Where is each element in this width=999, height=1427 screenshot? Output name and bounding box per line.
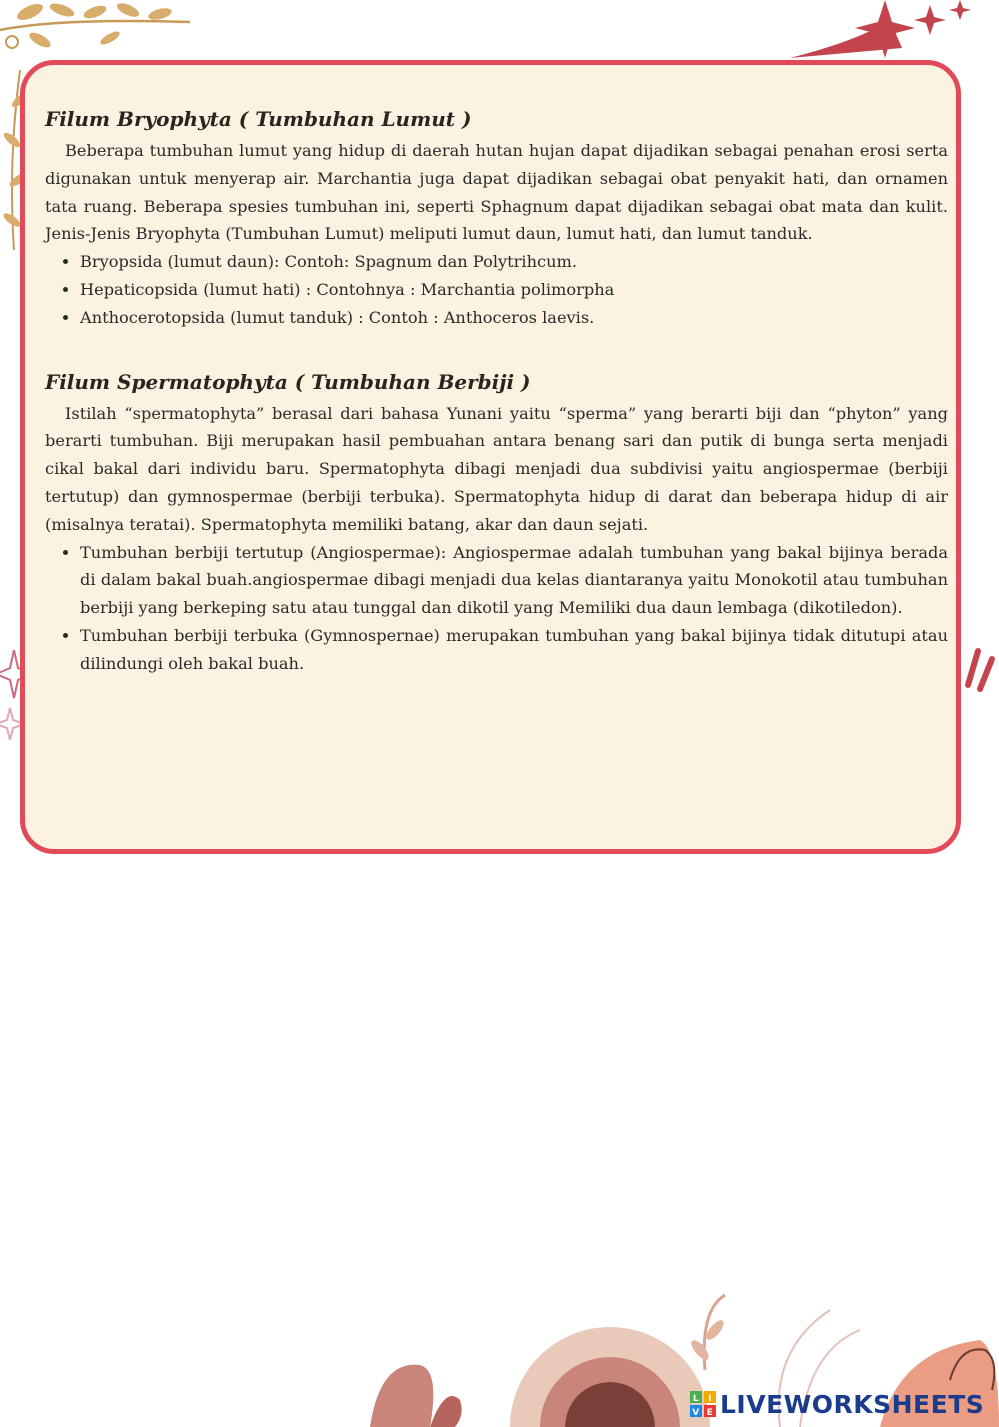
badge-letter: I bbox=[708, 1394, 712, 1404]
section-spermatophyta bbox=[45, 370, 948, 678]
section-paragraph: Istilah “spermatophyta” berasal dari bahasa Yunani yaitu “sperma” yang berarti biji dan “phyton” yang berarti tumbuhan. Biji merupakan hasil pembuahan antara benang sari dan putik di bunga serta menjadi cikal bakal dari individu baru. Spermatophyta dibagi menjadi dua subdivisi yaitu angiospermae (berbiji tertutup) dan gymnospermae (berbiji terbuka). Spermatophyta hidup di darat dan beberapa hidup di air (misalnya teratai). Spermatophyta memiliki batang, akar dan daun sejati. bbox=[45, 403, 948, 534]
brand-name: LIVEWORKSHEETS bbox=[720, 1389, 985, 1419]
golden-branch-decoration bbox=[0, 0, 200, 60]
list-item: • Anthocerotopsida (lumut tanduk) : Contoh : Anthoceros laevis. bbox=[80, 304, 948, 332]
liveworksheets-logo bbox=[690, 1384, 984, 1424]
bullet-list bbox=[45, 248, 948, 331]
brush-strokes-decoration bbox=[960, 645, 999, 695]
list-item: • Tumbuhan berbiji terbuka (Gymnospernae) merupakan tumbuhan yang bakal bijinya tidak ditutupi atau dilindungi oleh bakal buah. bbox=[80, 622, 948, 678]
list-item: • Bryopsida (lumut daun): Contoh: Spagnum dan Polytrihcum. bbox=[80, 248, 948, 276]
list-item: • Tumbuhan berbiji tertutup (Angiospermae): Angiospermae adalah tumbuhan yang bakal bijinya berada di dalam bakal buah.angiospermae dibagi menjadi dua kelas diantaranya yaitu Monokotil atau tumbuhan berbiji yang berkeping satu atau tunggal dan dikotil yang Memiliki dua daun lembaga (dikotiledon). bbox=[80, 539, 948, 622]
badge-letter: E bbox=[706, 1408, 714, 1417]
section-title: Filum Bryophyta ( Tumbuhan Lumut ) bbox=[45, 107, 472, 131]
card-content bbox=[45, 107, 948, 678]
section-paragraph: Beberapa tumbuhan lumut yang hidup di daerah hutan hujan dapat dijadikan sebagai penahan erosi serta digunakan untuk menyerap air. Marchantia juga dapat dijadikan sebagai obat penyakit hati, dan ornamen tata ruang. Beberapa spesies tumbuhan ini, seperti Sphagnum dapat dijadikan sebagai obat mata dan kulit. Jenis-Jenis Bryophyta (Tumbuhan Lumut) meliputi lumut daun, lumut hati, dan lumut tanduk. bbox=[45, 141, 948, 244]
section-bryophyta bbox=[45, 107, 948, 332]
badge-letter: V bbox=[692, 1408, 700, 1417]
liveworksheets-badge-icon bbox=[690, 1391, 716, 1417]
section-spacer bbox=[45, 332, 948, 370]
section-title: Filum Spermatophyta ( Tumbuhan Berbiji ) bbox=[45, 369, 531, 394]
list-item: • Hepaticopsida (lumut hati) : Contohnya : Marchantia polimorpha bbox=[80, 276, 948, 304]
content-card bbox=[20, 60, 961, 854]
badge-letter: L bbox=[692, 1394, 700, 1404]
bullet-list bbox=[45, 539, 948, 678]
